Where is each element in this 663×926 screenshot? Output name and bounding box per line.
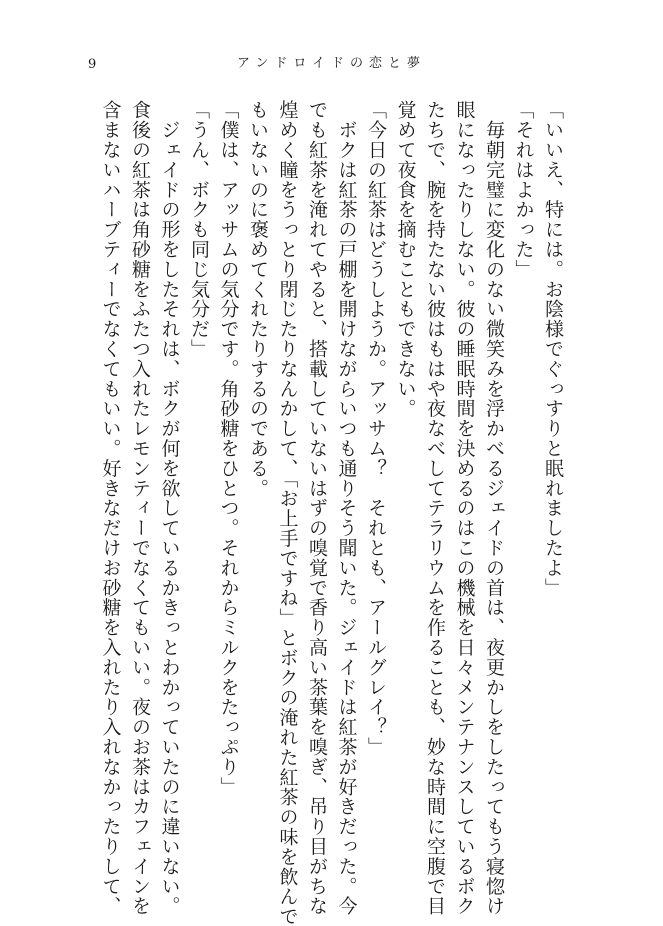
text-line: 食後の紅茶は角砂糖をふたつ入れたレモンティーでなくてもいい。夜のお茶はカフェインを: [129, 100, 151, 916]
text-line: 含まないハーブティーでなくてもいい。好きなだけお砂糖を入れたり入れなかったりして、: [99, 100, 122, 916]
text-line: 煌めく瞳をうっとり閉じたりなんかして、「お上手ですね」とボクの淹れた紅茶の味を飲んで: [276, 100, 299, 926]
text-line: 眼になったりしない。彼の睡眠時間を決めるのはこの機械を日々メンテナンスしているボク: [453, 100, 476, 916]
text-line: ボクは紅茶の戸棚を開けながらいつも通りそう聞いた。ジェイドは紅茶が好きだった。今: [335, 100, 358, 916]
text-line: 毎朝完璧に変化のない微笑みを浮かべるジェイドの首は、夜更かしをしたってもう寝惚け: [483, 100, 505, 916]
text-line: 「今日の紅茶はどうしようか。アッサム？ それとも、アールグレイ？」: [365, 100, 387, 757]
text-line: もいないのに褒めてくれたりするのである。: [247, 100, 269, 498]
text-line: ジェイドの形をしたそれは、ボクが何を欲しているかきっとわかっていたのに違いない。: [158, 100, 181, 916]
vertical-body-text: [87, 100, 567, 926]
text-line: でも紅茶を淹れてやると、搭載していないはずの嗅覚で香り高い茶葉を嗅ぎ、吊り目がちな: [306, 100, 328, 916]
text-line: 「それはよかった」: [512, 100, 535, 280]
text-line: 「いいえ、特には。お陰様でぐっすりと眠れましたよ」: [542, 100, 564, 598]
text-line: 覚めて夜食を摘むこともできない。: [394, 100, 417, 419]
text-line: 「僕は、アッサムの気分です。角砂糖をひとつ。それからミルクをたっぷり」: [217, 100, 240, 797]
running-header-title: アンドロイドの恋と夢: [236, 56, 427, 71]
text-line: たちで、腕を持たない彼はもはや夜なべしてテラリウムを作ることも、妙な時間に空腹で目: [424, 100, 446, 916]
text-line: 「うん、ボクも同じ気分だ」: [188, 100, 210, 359]
page-number: 9: [88, 57, 97, 72]
